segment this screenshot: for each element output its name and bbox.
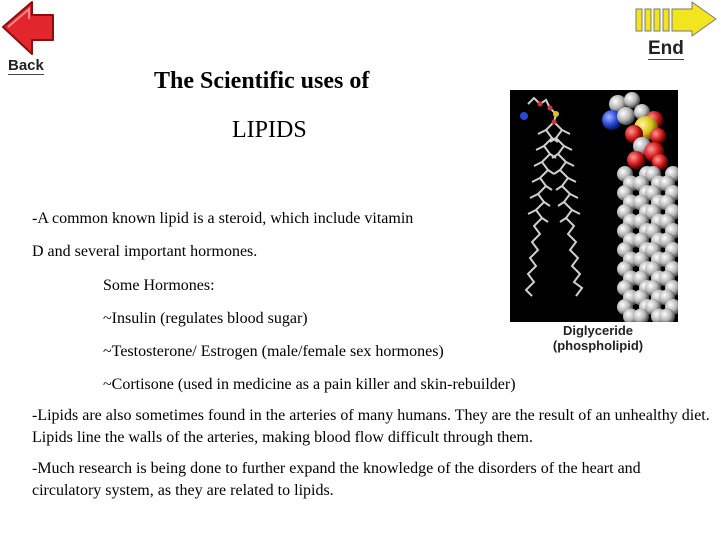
- hormones-heading: Some Hormones:: [103, 277, 215, 294]
- back-arrow-icon: [0, 0, 56, 58]
- back-label: Back: [8, 57, 44, 74]
- hormone-item: ~Insulin (regulates blood sugar): [103, 310, 308, 327]
- paragraph-steroid-line2: D and several important hormones.: [32, 243, 258, 260]
- hormone-item: ~Cortisone (used in medicine as a pain killer and skin-rebuilder): [103, 376, 516, 393]
- end-button[interactable]: [630, 0, 720, 66]
- end-arrow-icon: [630, 0, 720, 38]
- paragraph-research: -Much research is being done to further expand the knowledge of the disorders of the heart and circulatory system, as they are related to lipids.: [32, 460, 641, 499]
- page-title: The Scientific uses of: [154, 68, 370, 94]
- hormone-item: ~Testosterone/ Estrogen (male/female sex hormones): [103, 343, 444, 360]
- figure-caption: [543, 323, 653, 353]
- paragraph-steroid-line1: -A common known lipid is a steroid, which include vitamin: [32, 210, 414, 227]
- molecule-illustration: [510, 90, 678, 322]
- figure-caption-line1: Diglyceride: [562, 323, 634, 338]
- end-label: End: [648, 38, 684, 59]
- paragraph-arteries: -Lipids are also sometimes found in the arteries of many humans. They are the result of an unhealthy diet. Lipids line the walls of the arteries, making blood flow difficult through them.: [32, 407, 710, 446]
- page-subtitle: LIPIDS: [232, 117, 307, 143]
- figure-caption-line2: (phospholipid): [552, 338, 644, 353]
- diglyceride-molecule-image: [510, 90, 678, 322]
- back-button[interactable]: [0, 0, 60, 80]
